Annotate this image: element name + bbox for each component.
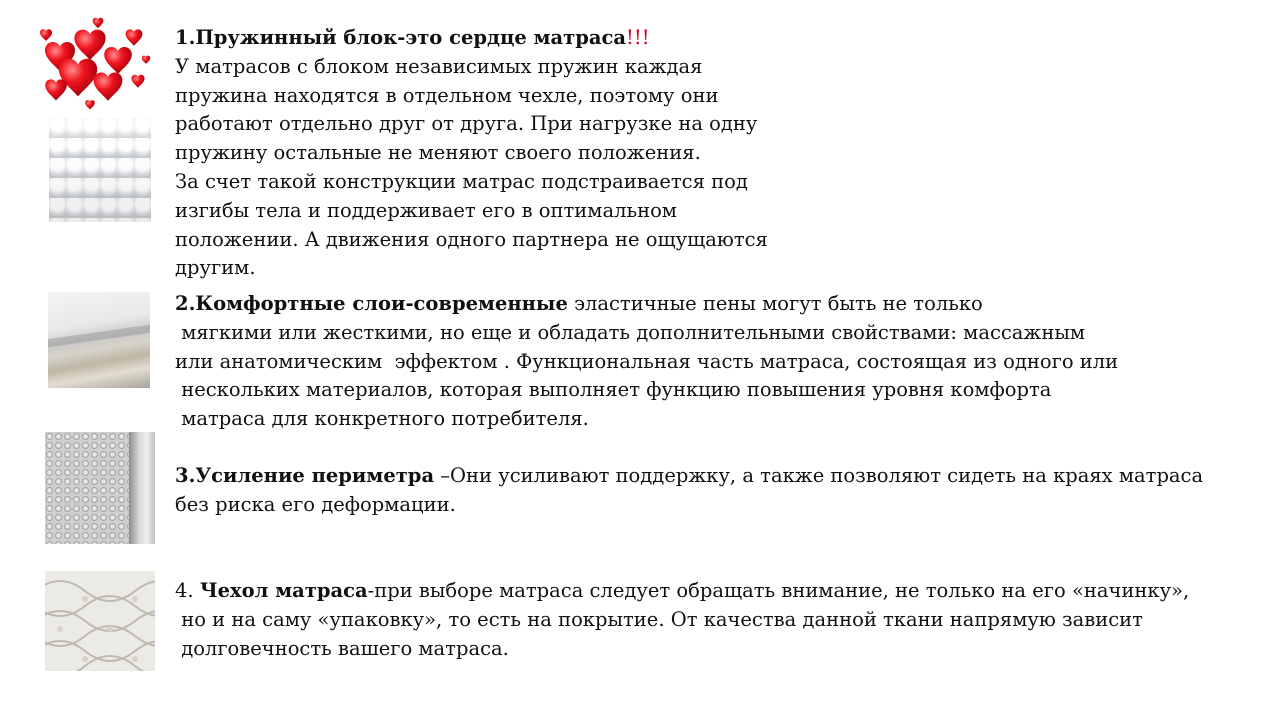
heading-text: 2.Комфортные слои-современные: [175, 292, 568, 315]
paragraph-line: У матрасов с блоком независимых пружин каждая: [175, 54, 703, 78]
hearts-image: [38, 14, 158, 114]
section-cover: [175, 577, 1189, 663]
paragraph-line: но и на саму «упаковку», то есть на покрытие. От качества данной ткани напрямую зависит: [175, 607, 1143, 631]
paragraph-line: или анатомическим эффектом . Функциональная часть матраса, состоящая из одного или: [175, 349, 1119, 373]
paragraph-line: работают отдельно друг от друга. При нагрузке на одну: [175, 112, 758, 136]
heading-text: 1.Пружинный блок-это сердце матраса: [175, 26, 627, 49]
quilted-pattern-icon: [45, 571, 155, 671]
mattress-cover-image: [45, 571, 155, 671]
paragraph-line: положении. А движения одного партнера не ощущаются: [175, 227, 768, 251]
paragraph-line: другим.: [175, 256, 256, 280]
paragraph-line: За счет такой конструкции матрас подстраивается под: [175, 169, 748, 193]
heading-text: 3.Усиление периметра: [175, 464, 435, 487]
paragraph-line: долговечность вашего матраса.: [175, 636, 509, 660]
paragraph-line: нескольких материалов, которая выполняет функцию повышения уровня комфорта: [175, 378, 1052, 402]
perimeter-reinforcement-image: [45, 432, 155, 544]
paragraph-line: пружину остальные не меняют своего положения.: [175, 141, 701, 165]
paragraph-line: без риска его деформации.: [175, 492, 456, 516]
spring-block-image: [49, 118, 151, 222]
heading-prefix: 4.: [175, 579, 200, 602]
foam-layers-image: [48, 292, 150, 388]
heading-continuation: -при выборе матраса следует обращать внимание, не только на его «начинку»,: [367, 579, 1190, 602]
section-comfort-layers: [175, 290, 1118, 434]
paragraph-line: мягкими или жесткими, но еще и обладать дополнительными свойствами: массажным: [175, 320, 1086, 344]
section-heading: [175, 290, 1118, 319]
paragraph-line: пружина находятся в отдельном чехле, поэтому они: [175, 83, 719, 107]
section-perimeter: [175, 462, 1203, 520]
section-heading: [175, 577, 1189, 606]
heading-continuation: эластичные пены могут быть не только: [567, 292, 983, 315]
heading-continuation: –Они усиливают поддержку, а также позволяют сидеть на краях матраса: [434, 464, 1204, 487]
heading-text: Чехол матраса: [199, 579, 368, 602]
paragraph-line: изгибы тела и поддерживает его в оптимальном: [175, 198, 677, 222]
paragraph-line: матраса для конкретного потребителя.: [175, 407, 589, 431]
section-heading: [175, 462, 1203, 491]
hearts-icon: [38, 14, 158, 114]
section-spring-block: [175, 24, 768, 283]
section-heading: [175, 24, 768, 53]
exclamation-text: !!!: [626, 26, 650, 49]
